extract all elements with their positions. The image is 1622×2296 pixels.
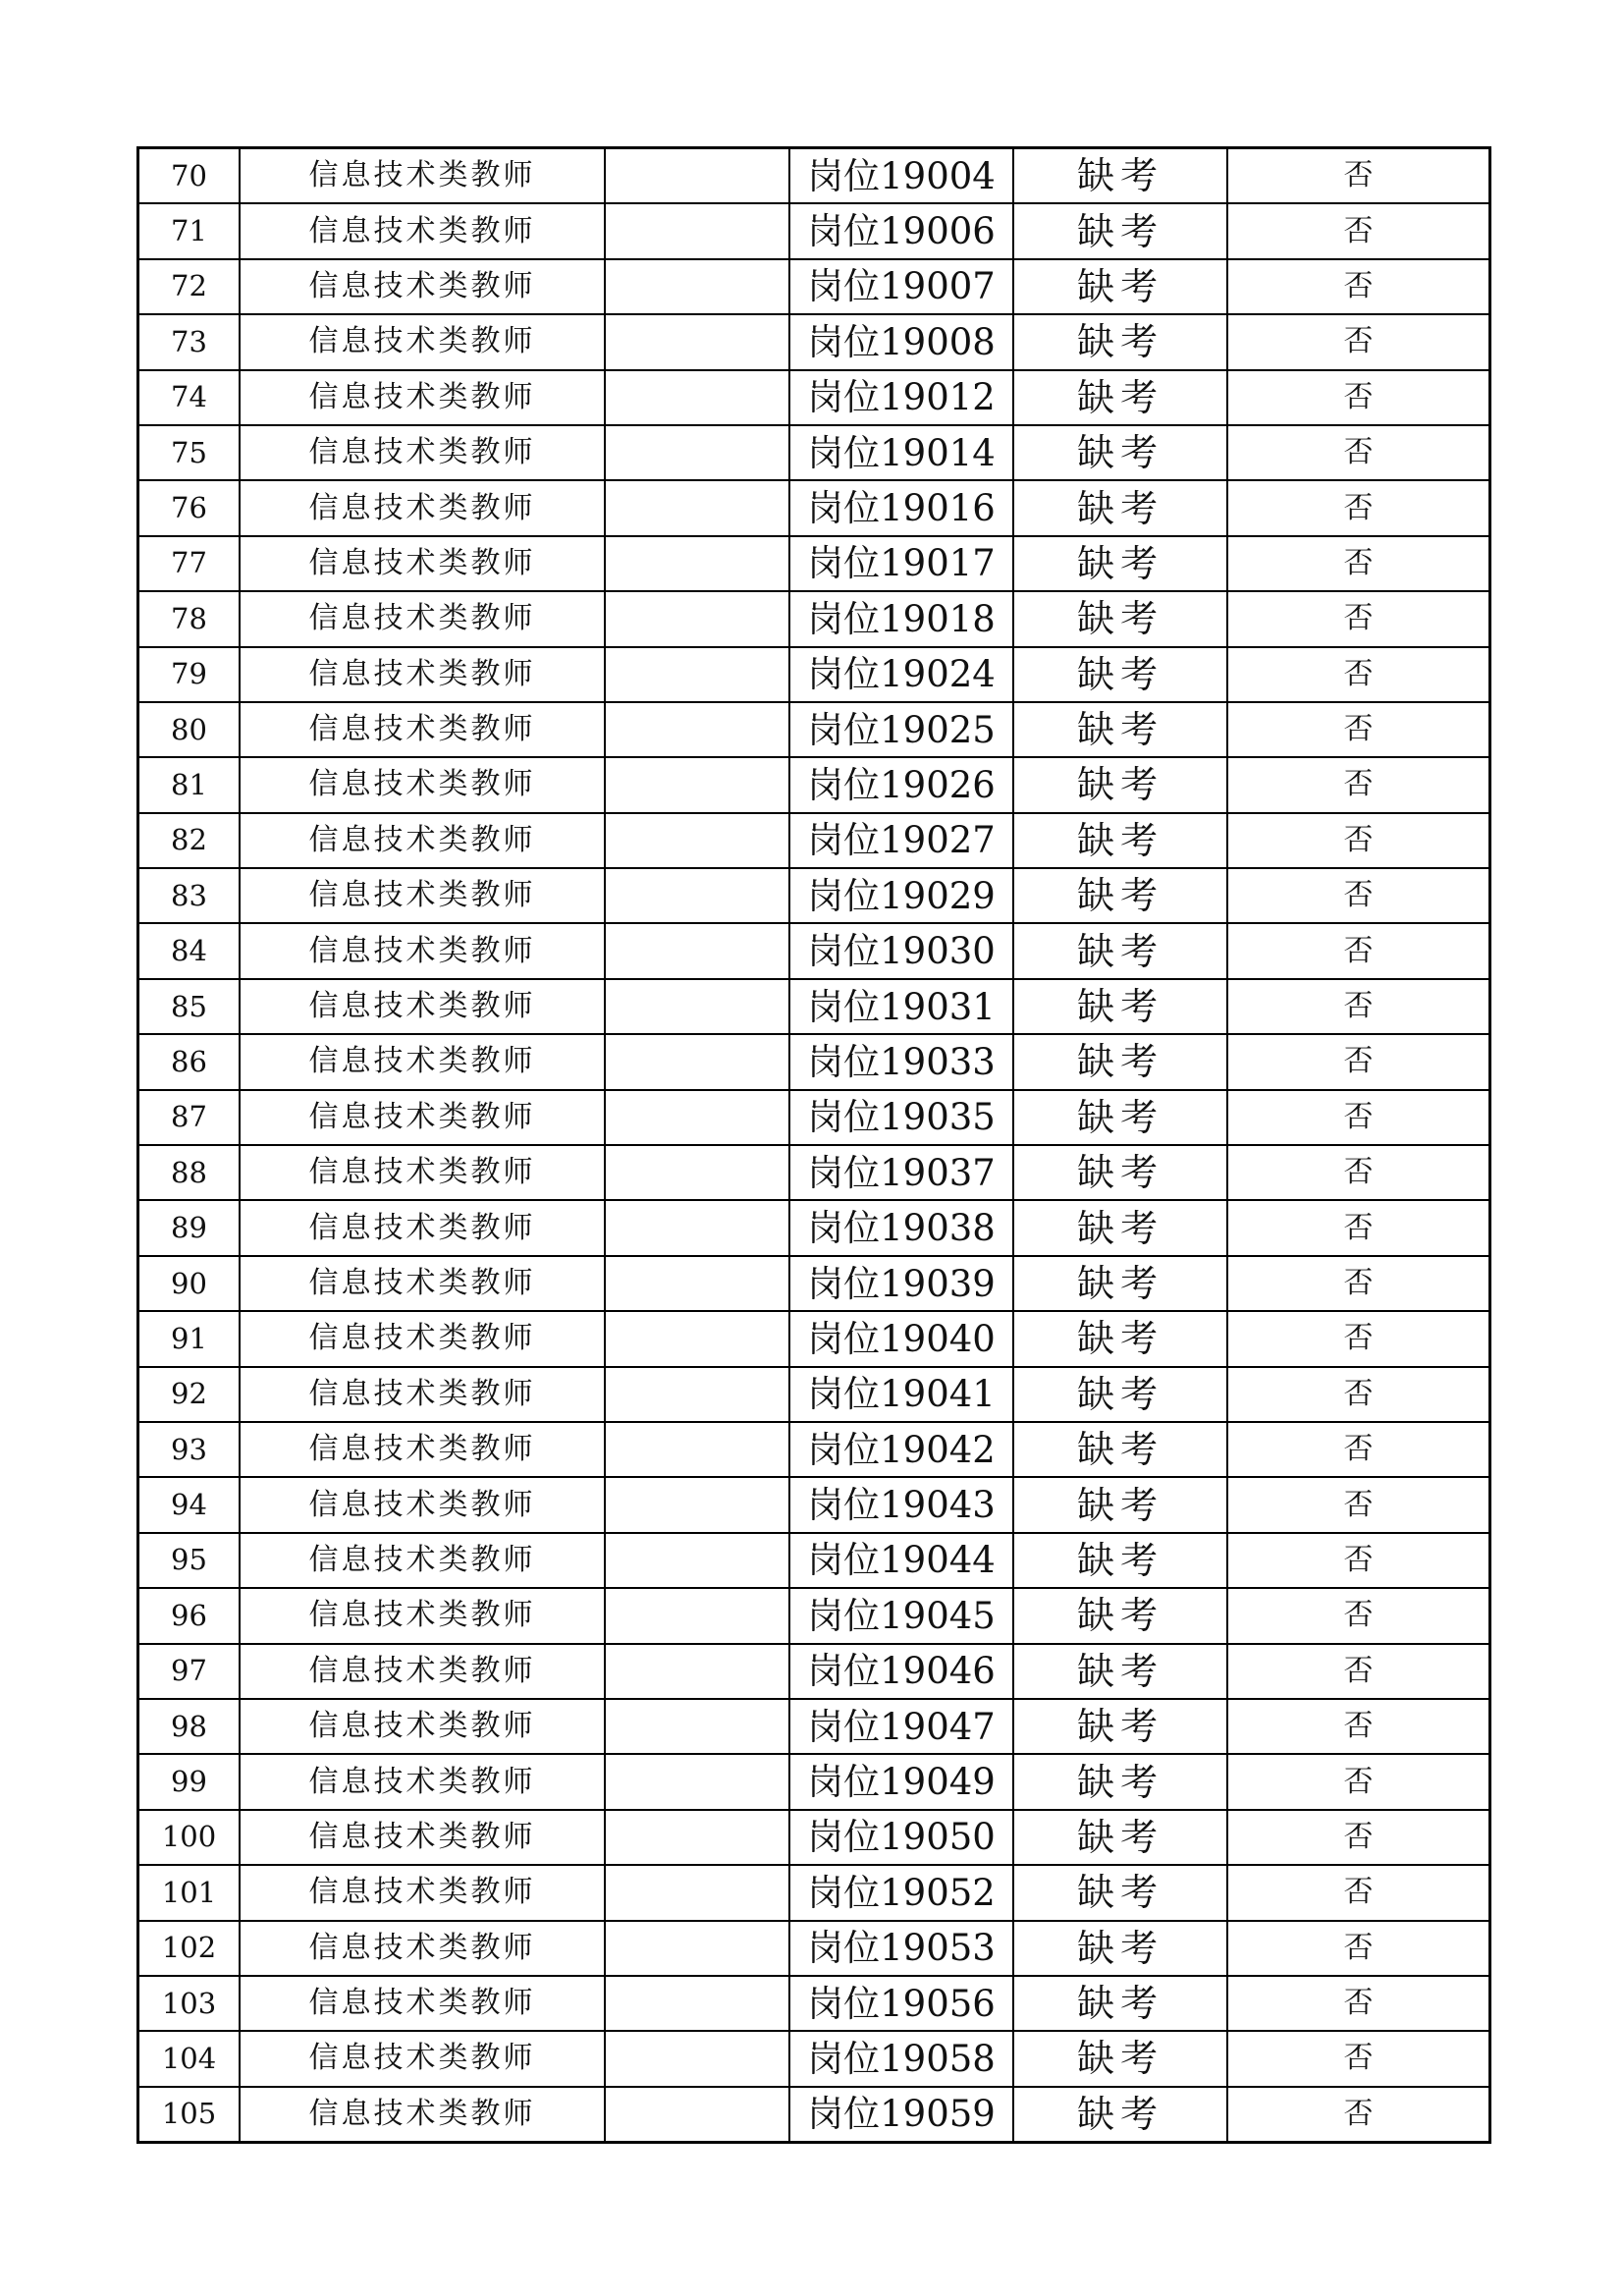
- exam-status-cell: 缺考: [1013, 1810, 1227, 1865]
- category-cell: 信息技术类教师: [240, 591, 605, 646]
- qualified-flag-cell: 否: [1227, 702, 1490, 757]
- row-number-cell: 93: [138, 1422, 241, 1477]
- qualified-flag-cell: 否: [1227, 979, 1490, 1034]
- post-code-cell: 岗位19031: [789, 979, 1013, 1034]
- exam-status-cell: 缺考: [1013, 923, 1227, 978]
- post-code-cell: 岗位19045: [789, 1588, 1013, 1643]
- candidate-id-cell: [605, 1533, 789, 1588]
- row-number-cell: 80: [138, 702, 241, 757]
- exam-status-cell: 缺考: [1013, 2087, 1227, 2143]
- qualified-flag-cell: 否: [1227, 314, 1490, 369]
- row-number-cell: 89: [138, 1200, 241, 1255]
- post-code-cell: 岗位19043: [789, 1477, 1013, 1532]
- row-number-cell: 87: [138, 1090, 241, 1145]
- qualified-flag-cell: 否: [1227, 1533, 1490, 1588]
- category-cell: 信息技术类教师: [240, 425, 605, 480]
- category-cell: 信息技术类教师: [240, 1921, 605, 1976]
- qualified-flag-cell: 否: [1227, 591, 1490, 646]
- table-row: [138, 148, 1490, 204]
- qualified-flag-cell: 否: [1227, 1865, 1490, 1920]
- post-code-cell: 岗位19018: [789, 591, 1013, 646]
- table-row: [138, 1090, 1490, 1145]
- qualified-flag-cell: 否: [1227, 2087, 1490, 2143]
- exam-status-cell: 缺考: [1013, 314, 1227, 369]
- exam-status-cell: 缺考: [1013, 203, 1227, 258]
- row-number-cell: 100: [138, 1810, 241, 1865]
- qualified-flag-cell: 否: [1227, 1090, 1490, 1145]
- row-number-cell: 105: [138, 2087, 241, 2143]
- table-row: [138, 370, 1490, 425]
- row-number-cell: 82: [138, 813, 241, 868]
- qualified-flag-cell: 否: [1227, 1256, 1490, 1311]
- candidate-id-cell: [605, 1477, 789, 1532]
- post-code-cell: 岗位19008: [789, 314, 1013, 369]
- row-number-cell: 79: [138, 647, 241, 702]
- qualified-flag-cell: 否: [1227, 923, 1490, 978]
- post-code-cell: 岗位19026: [789, 757, 1013, 812]
- post-code-cell: 岗位19058: [789, 2031, 1013, 2086]
- post-code-cell: 岗位19042: [789, 1422, 1013, 1477]
- qualified-flag-cell: 否: [1227, 1422, 1490, 1477]
- table-row: [138, 536, 1490, 591]
- row-number-cell: 74: [138, 370, 241, 425]
- row-number-cell: 94: [138, 1477, 241, 1532]
- exam-status-cell: 缺考: [1013, 1200, 1227, 1255]
- qualified-flag-cell: 否: [1227, 1810, 1490, 1865]
- qualified-flag-cell: 否: [1227, 1921, 1490, 1976]
- row-number-cell: 75: [138, 425, 241, 480]
- qualified-flag-cell: 否: [1227, 647, 1490, 702]
- post-code-cell: 岗位19035: [789, 1090, 1013, 1145]
- row-number-cell: 81: [138, 757, 241, 812]
- category-cell: 信息技术类教师: [240, 1810, 605, 1865]
- category-cell: 信息技术类教师: [240, 1588, 605, 1643]
- candidate-id-cell: [605, 1422, 789, 1477]
- row-number-cell: 92: [138, 1367, 241, 1422]
- exam-status-cell: 缺考: [1013, 259, 1227, 314]
- exam-status-cell: 缺考: [1013, 536, 1227, 591]
- category-cell: 信息技术类教师: [240, 2031, 605, 2086]
- exam-status-cell: 缺考: [1013, 813, 1227, 868]
- exam-status-cell: 缺考: [1013, 480, 1227, 535]
- qualified-flag-cell: 否: [1227, 813, 1490, 868]
- candidate-id-cell: [605, 1256, 789, 1311]
- category-cell: 信息技术类教师: [240, 647, 605, 702]
- category-cell: 信息技术类教师: [240, 1311, 605, 1366]
- row-number-cell: 76: [138, 480, 241, 535]
- exam-status-cell: 缺考: [1013, 1090, 1227, 1145]
- table-row: [138, 259, 1490, 314]
- table-row: [138, 1533, 1490, 1588]
- qualified-flag-cell: 否: [1227, 370, 1490, 425]
- qualified-flag-cell: 否: [1227, 148, 1490, 204]
- table-row: [138, 1810, 1490, 1865]
- category-cell: 信息技术类教师: [240, 868, 605, 923]
- candidate-id-cell: [605, 1921, 789, 1976]
- post-code-cell: 岗位19029: [789, 868, 1013, 923]
- row-number-cell: 85: [138, 979, 241, 1034]
- table-row: [138, 1200, 1490, 1255]
- post-code-cell: 岗位19007: [789, 259, 1013, 314]
- exam-status-cell: 缺考: [1013, 647, 1227, 702]
- category-cell: 信息技术类教师: [240, 1477, 605, 1532]
- table-row: [138, 591, 1490, 646]
- candidate-id-cell: [605, 1754, 789, 1809]
- candidate-id-cell: [605, 702, 789, 757]
- table-row: [138, 1588, 1490, 1643]
- post-code-cell: 岗位19037: [789, 1145, 1013, 1200]
- table-row: [138, 757, 1490, 812]
- qualified-flag-cell: 否: [1227, 1588, 1490, 1643]
- category-cell: 信息技术类教师: [240, 757, 605, 812]
- category-cell: 信息技术类教师: [240, 1145, 605, 1200]
- candidate-id-cell: [605, 259, 789, 314]
- exam-status-cell: 缺考: [1013, 979, 1227, 1034]
- candidate-id-cell: [605, 979, 789, 1034]
- candidate-id-cell: [605, 2031, 789, 2086]
- candidate-id-cell: [605, 647, 789, 702]
- category-cell: 信息技术类教师: [240, 314, 605, 369]
- exam-status-cell: 缺考: [1013, 1921, 1227, 1976]
- post-code-cell: 岗位19039: [789, 1256, 1013, 1311]
- qualified-flag-cell: 否: [1227, 2031, 1490, 2086]
- post-code-cell: 岗位19052: [789, 1865, 1013, 1920]
- post-code-cell: 岗位19027: [789, 813, 1013, 868]
- candidate-id-cell: [605, 757, 789, 812]
- qualified-flag-cell: 否: [1227, 757, 1490, 812]
- exam-status-cell: 缺考: [1013, 702, 1227, 757]
- qualified-flag-cell: 否: [1227, 536, 1490, 591]
- post-code-cell: 岗位19059: [789, 2087, 1013, 2143]
- table-row: [138, 1644, 1490, 1699]
- post-code-cell: 岗位19040: [789, 1311, 1013, 1366]
- table-row: [138, 702, 1490, 757]
- candidate-id-cell: [605, 1367, 789, 1422]
- qualified-flag-cell: 否: [1227, 1477, 1490, 1532]
- category-cell: 信息技术类教师: [240, 480, 605, 535]
- table-row: [138, 923, 1490, 978]
- post-code-cell: 岗位19016: [789, 480, 1013, 535]
- qualified-flag-cell: 否: [1227, 1367, 1490, 1422]
- post-code-cell: 岗位19038: [789, 1200, 1013, 1255]
- category-cell: 信息技术类教师: [240, 259, 605, 314]
- category-cell: 信息技术类教师: [240, 203, 605, 258]
- table-row: [138, 203, 1490, 258]
- post-code-cell: 岗位19006: [789, 203, 1013, 258]
- row-number-cell: 77: [138, 536, 241, 591]
- row-number-cell: 99: [138, 1754, 241, 1809]
- category-cell: 信息技术类教师: [240, 1090, 605, 1145]
- exam-status-cell: 缺考: [1013, 1256, 1227, 1311]
- qualified-flag-cell: 否: [1227, 868, 1490, 923]
- category-cell: 信息技术类教师: [240, 702, 605, 757]
- exam-status-cell: 缺考: [1013, 1034, 1227, 1089]
- category-cell: 信息技术类教师: [240, 923, 605, 978]
- exam-status-cell: 缺考: [1013, 1311, 1227, 1366]
- category-cell: 信息技术类教师: [240, 1422, 605, 1477]
- category-cell: 信息技术类教师: [240, 1256, 605, 1311]
- exam-status-cell: 缺考: [1013, 868, 1227, 923]
- post-code-cell: 岗位19017: [789, 536, 1013, 591]
- candidate-id-cell: [605, 1311, 789, 1366]
- row-number-cell: 104: [138, 2031, 241, 2086]
- table-row: [138, 425, 1490, 480]
- candidate-id-cell: [605, 1588, 789, 1643]
- candidate-id-cell: [605, 370, 789, 425]
- results-table-body: [138, 148, 1490, 2143]
- exam-status-cell: 缺考: [1013, 1644, 1227, 1699]
- candidate-id-cell: [605, 2087, 789, 2143]
- post-code-cell: 岗位19024: [789, 647, 1013, 702]
- candidate-id-cell: [605, 1034, 789, 1089]
- exam-status-cell: 缺考: [1013, 1477, 1227, 1532]
- row-number-cell: 96: [138, 1588, 241, 1643]
- post-code-cell: 岗位19047: [789, 1699, 1013, 1754]
- row-number-cell: 71: [138, 203, 241, 258]
- exam-status-cell: 缺考: [1013, 1533, 1227, 1588]
- row-number-cell: 83: [138, 868, 241, 923]
- row-number-cell: 70: [138, 148, 241, 204]
- row-number-cell: 86: [138, 1034, 241, 1089]
- category-cell: 信息技术类教师: [240, 1644, 605, 1699]
- category-cell: 信息技术类教师: [240, 1533, 605, 1588]
- post-code-cell: 岗位19012: [789, 370, 1013, 425]
- candidate-id-cell: [605, 868, 789, 923]
- category-cell: 信息技术类教师: [240, 1754, 605, 1809]
- exam-status-cell: 缺考: [1013, 148, 1227, 204]
- candidate-id-cell: [605, 1865, 789, 1920]
- category-cell: 信息技术类教师: [240, 1367, 605, 1422]
- qualified-flag-cell: 否: [1227, 203, 1490, 258]
- candidate-id-cell: [605, 813, 789, 868]
- table-row: [138, 813, 1490, 868]
- table-row: [138, 1034, 1490, 1089]
- post-code-cell: 岗位19025: [789, 702, 1013, 757]
- post-code-cell: 岗位19030: [789, 923, 1013, 978]
- post-code-cell: 岗位19044: [789, 1533, 1013, 1588]
- category-cell: 信息技术类教师: [240, 1699, 605, 1754]
- row-number-cell: 95: [138, 1533, 241, 1588]
- qualified-flag-cell: 否: [1227, 1754, 1490, 1809]
- row-number-cell: 73: [138, 314, 241, 369]
- qualified-flag-cell: 否: [1227, 480, 1490, 535]
- exam-status-cell: 缺考: [1013, 1367, 1227, 1422]
- row-number-cell: 97: [138, 1644, 241, 1699]
- candidate-id-cell: [605, 203, 789, 258]
- qualified-flag-cell: 否: [1227, 259, 1490, 314]
- category-cell: 信息技术类教师: [240, 1200, 605, 1255]
- category-cell: 信息技术类教师: [240, 148, 605, 204]
- table-row: [138, 1367, 1490, 1422]
- exam-status-cell: 缺考: [1013, 1865, 1227, 1920]
- row-number-cell: 91: [138, 1311, 241, 1366]
- candidate-id-cell: [605, 1200, 789, 1255]
- category-cell: 信息技术类教师: [240, 2087, 605, 2143]
- row-number-cell: 98: [138, 1699, 241, 1754]
- category-cell: 信息技术类教师: [240, 370, 605, 425]
- row-number-cell: 88: [138, 1145, 241, 1200]
- qualified-flag-cell: 否: [1227, 425, 1490, 480]
- category-cell: 信息技术类教师: [240, 536, 605, 591]
- candidate-id-cell: [605, 1090, 789, 1145]
- post-code-cell: 岗位19046: [789, 1644, 1013, 1699]
- table-row: [138, 1865, 1490, 1920]
- candidate-id-cell: [605, 536, 789, 591]
- row-number-cell: 101: [138, 1865, 241, 1920]
- row-number-cell: 78: [138, 591, 241, 646]
- post-code-cell: 岗位19053: [789, 1921, 1013, 1976]
- post-code-cell: 岗位19033: [789, 1034, 1013, 1089]
- row-number-cell: 102: [138, 1921, 241, 1976]
- exam-status-cell: 缺考: [1013, 1422, 1227, 1477]
- qualified-flag-cell: 否: [1227, 1034, 1490, 1089]
- post-code-cell: 岗位19041: [789, 1367, 1013, 1422]
- table-row: [138, 2031, 1490, 2086]
- table-row: [138, 868, 1490, 923]
- table-row: [138, 1311, 1490, 1366]
- exam-status-cell: 缺考: [1013, 370, 1227, 425]
- post-code-cell: 岗位19014: [789, 425, 1013, 480]
- row-number-cell: 84: [138, 923, 241, 978]
- candidate-id-cell: [605, 314, 789, 369]
- table-row: [138, 1422, 1490, 1477]
- qualified-flag-cell: 否: [1227, 1644, 1490, 1699]
- table-row: [138, 647, 1490, 702]
- candidate-id-cell: [605, 480, 789, 535]
- table-row: [138, 480, 1490, 535]
- exam-status-cell: 缺考: [1013, 1145, 1227, 1200]
- candidate-id-cell: [605, 1699, 789, 1754]
- candidate-id-cell: [605, 148, 789, 204]
- candidate-id-cell: [605, 1810, 789, 1865]
- qualified-flag-cell: 否: [1227, 1311, 1490, 1366]
- category-cell: 信息技术类教师: [240, 979, 605, 1034]
- table-row: [138, 2087, 1490, 2143]
- exam-status-cell: 缺考: [1013, 425, 1227, 480]
- qualified-flag-cell: 否: [1227, 1976, 1490, 2031]
- category-cell: 信息技术类教师: [240, 1034, 605, 1089]
- category-cell: 信息技术类教师: [240, 1976, 605, 2031]
- table-row: [138, 1477, 1490, 1532]
- post-code-cell: 岗位19050: [789, 1810, 1013, 1865]
- table-row: [138, 1699, 1490, 1754]
- table-row: [138, 1921, 1490, 1976]
- row-number-cell: 103: [138, 1976, 241, 2031]
- table-row: [138, 314, 1490, 369]
- exam-status-cell: 缺考: [1013, 2031, 1227, 2086]
- candidate-id-cell: [605, 425, 789, 480]
- exam-status-cell: 缺考: [1013, 1588, 1227, 1643]
- category-cell: 信息技术类教师: [240, 813, 605, 868]
- exam-status-cell: 缺考: [1013, 1699, 1227, 1754]
- exam-status-cell: 缺考: [1013, 757, 1227, 812]
- exam-status-cell: 缺考: [1013, 591, 1227, 646]
- candidate-id-cell: [605, 1145, 789, 1200]
- results-table: [136, 146, 1491, 2144]
- row-number-cell: 72: [138, 259, 241, 314]
- table-row: [138, 1256, 1490, 1311]
- qualified-flag-cell: 否: [1227, 1200, 1490, 1255]
- table-row: [138, 1976, 1490, 2031]
- qualified-flag-cell: 否: [1227, 1145, 1490, 1200]
- candidate-id-cell: [605, 923, 789, 978]
- post-code-cell: 岗位19049: [789, 1754, 1013, 1809]
- exam-status-cell: 缺考: [1013, 1976, 1227, 2031]
- post-code-cell: 岗位19004: [789, 148, 1013, 204]
- table-row: [138, 979, 1490, 1034]
- category-cell: 信息技术类教师: [240, 1865, 605, 1920]
- candidate-id-cell: [605, 591, 789, 646]
- candidate-id-cell: [605, 1644, 789, 1699]
- candidate-id-cell: [605, 1976, 789, 2031]
- row-number-cell: 90: [138, 1256, 241, 1311]
- qualified-flag-cell: 否: [1227, 1699, 1490, 1754]
- exam-status-cell: 缺考: [1013, 1754, 1227, 1809]
- table-row: [138, 1754, 1490, 1809]
- table-row: [138, 1145, 1490, 1200]
- post-code-cell: 岗位19056: [789, 1976, 1013, 2031]
